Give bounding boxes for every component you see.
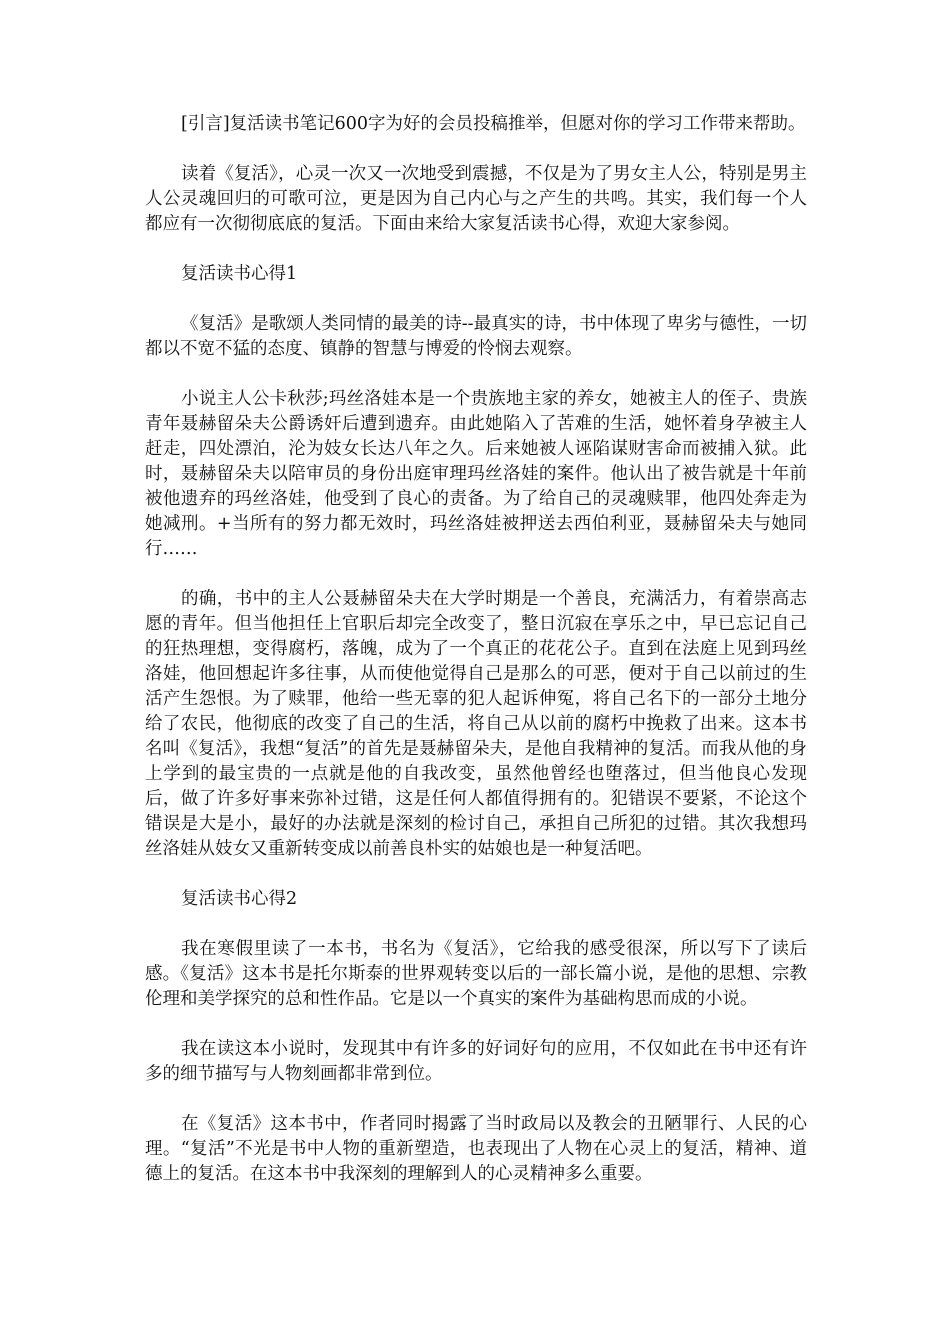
paragraph-revelation: 在《复活》这本书中，作者同时揭露了当时政局以及教会的丑陋罪行、人民的心理。“复活”不光是书中人物的重新塑造，也表现出了人物在心灵上的复活，精神、道德上的复活。在这本书中我深刻的理解到人的心灵精神多么重要。 <box>145 1114 807 1184</box>
intro-paragraph: [引言]复活读书笔记600字为好的会员投稿推举，但愿对你的学习工作带来帮助。 <box>181 114 806 134</box>
document-body <box>145 112 807 1212</box>
paragraph-writing-style: 我在读这本小说时，发现其中有许多的好词好句的应用，不仅如此在书中还有许多的细节描写与人物刻画都非常到位。 <box>145 1039 807 1084</box>
opening-paragraph: 读着《复活》，心灵一次又一次地受到震撼，不仅是为了男女主人公，特别是男主人公灵魂回归的可歌可泣，更是因为自己内心与之产生的共鸣。其实，我们每一个人都应有一次彻彻底底的复活。下面由来给大家复活读书心得，欢迎大家参阅。 <box>145 164 807 234</box>
section-heading-1: 复活读书心得1 <box>181 264 298 284</box>
section-heading-2: 复活读书心得2 <box>181 889 298 909</box>
paragraph-winter-reading: 我在寒假里读了一本书，书名为《复活》，它给我的感受很深，所以写下了读后感。《复活》这本书是托尔斯泰的世界观转变以后的一部长篇小说，是他的思想、宗教伦理和美学探究的总和性作品。它是以一个真实的案件为基础构思而成的小说。 <box>145 939 807 1009</box>
paragraph-reflection: 的确，书中的主人公聂赫留朵夫在大学时期是一个善良，充满活力，有着崇高志愿的青年。但当他担任上官职后却完全改变了，整日沉寂在享乐之中，早已忘记自己的狂热理想，变得腐朽，落魄，成为了一个真正的花花公子。直到在法庭上见到玛丝洛娃，他回想起许多往事，从而使他觉得自己是那么的可恶，便对于自己以前过的生活产生怨恨。为了赎罪，他给一些无辜的犯人起诉伸冤，将自己名下的一部分土地分给了农民，他彻底的改变了自己的生活，将自己从以前的腐朽中挽救了出来。这本书名叫《复活》，我想“复活”的首先是聂赫留朵夫，是他自我精神的复活。而我从他的身上学到的最宝贵的一点就是他的自我改变，虽然他曾经也堕落过，但当他良心发现后，做了许多好事来弥补过错，这是任何人都值得拥有的。犯错误不要紧，不论这个错误是大是小，最好的办法就是深刻的检讨自己，承担自己所犯的过错。其次我想玛丝洛娃从妓女又重新转变成以前善良朴实的姑娘也是一种复活吧。 <box>145 589 807 859</box>
paragraph-plot: 小说主人公卡秋莎;玛丝洛娃本是一个贵族地主家的养女，她被主人的侄子、贵族青年聂赫留朵夫公爵诱奸后遭到遗弃。由此她陷入了苦难的生活，她怀着身孕被主人赶走，四处漂泊，沦为妓女长达八年之久。后来她被人诬陷谋财害命而被捕入狱。此时，聂赫留朵夫以陪审员的身份出庭审理玛丝洛娃的案件。他认出了被告就是十年前被他遗弃的玛丝洛娃，他受到了良心的责备。为了给自己的灵魂赎罪，他四处奔走为她减刑。+当所有的努力都无效时，玛丝洛娃被押送去西伯利亚，聂赫留朵夫与她同行…… <box>145 389 807 559</box>
paragraph-praise: 《复活》是歌颂人类同情的最美的诗--最真实的诗，书中体现了卑劣与德性，一切都以不宽不猛的态度、镇静的智慧与博爱的怜悯去观察。 <box>145 314 807 359</box>
